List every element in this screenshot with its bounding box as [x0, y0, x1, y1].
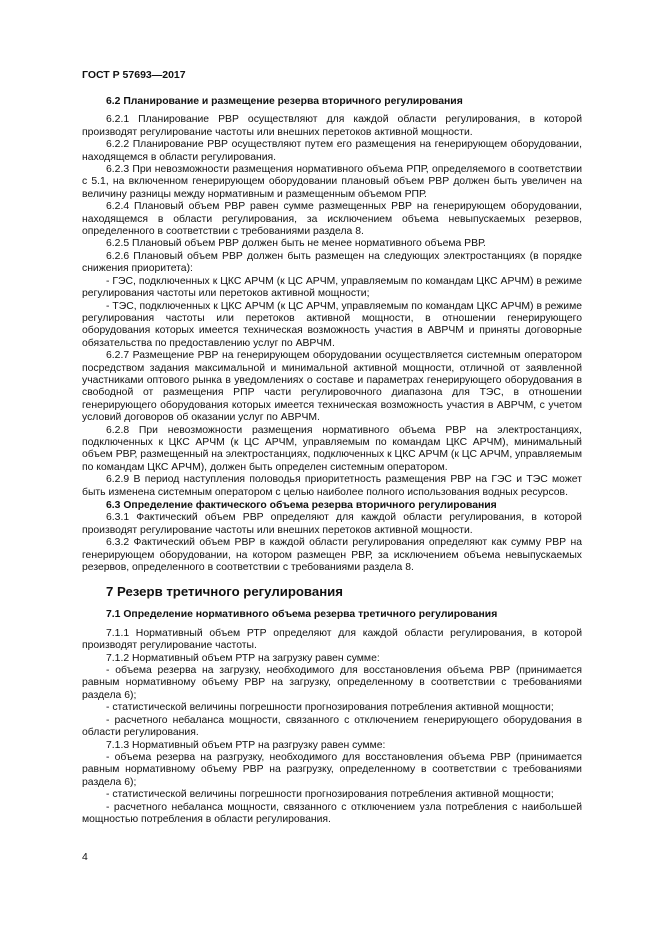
- section-heading-6-3: 6.3 Определение фактического объема резерва вторичного регулирования: [106, 500, 497, 511]
- paragraph-6-2-3: 6.2.3 При невозможности размещения нормативного объема РПР, определяемого в соответствии с 5.1, на включенном генерирующем оборудовании плановый объем РВР должен быть увеличен на величину разницы между нормативным и размещенным объемом РПР.: [82, 164, 582, 200]
- list-item: - статистической величины погрешности прогнозирования потребления активной мощности;: [106, 789, 554, 801]
- list-item: - объема резерва на разгрузку, необходимого для восстановления объема РВР (принимается равным нормативному объему РВР на разгрузку, определенному в соответствии с требованиями раздела 6);: [82, 751, 582, 788]
- paragraph-6-2-2: 6.2.2 Планирование РВР осуществляют путем его размещения на генерирующем оборудовании, находящемся в области регулирования.: [82, 139, 582, 163]
- list-item: - ГЭС, подключенных к ЦКС АРЧМ (к ЦС АРЧМ, управляемым по командам ЦКС АРЧМ) в режиме регулирования частоты или перетоков активной мощности;: [82, 275, 582, 300]
- paragraph-7-1-2: 7.1.2 Нормативный объем РТР на загрузку равен сумме:: [106, 652, 380, 664]
- paragraph-6-2-6: 6.2.6 Плановый объем РВР должен быть размещен на следующих электростанциях (в порядке снижения приоритета):: [82, 250, 582, 275]
- paragraph-6-3-2: 6.3.2 Фактический объем РВР в каждой области регулирования определяют как сумму РВР на генерирующем оборудовании, на котором размещен РВР, за исключением объема невыпускаемых резервов, определенного в соответствии с требованиями раздела 8.: [82, 537, 582, 574]
- paragraph-7-1-1: 7.1.1 Нормативный объем РТР определяют для каждой области регулирования, в которой производят регулирование частоты.: [82, 627, 582, 652]
- paragraph-6-2-9: 6.2.9 В период наступления половодья приоритетность размещения РВР на ГЭС и ТЭС может быть изменена системным оператором с целью наиболее полного использования водных ресурсов.: [82, 474, 582, 498]
- paragraph-6-2-7: 6.2.7 Размещение РВР на генерирующем оборудовании осуществляется системным оператором посредством задания максимальной и минимальной активной мощности, отличной от заявленной участниками оптового рынка в уведомлениях о составе и параметрах генерирующего оборудования в свободной от размещения РПР части регулировочного диапазона для ТЭС, в отношении генерирующего оборудования которых имеется техническая возможность участия в АВРЧМ, с учетом условий договоров об оказании услуг по АВРЧМ.: [82, 350, 582, 424]
- list-item: - расчетного небаланса мощности, связанного с отключением узла потребления с наибольшей мощностью потребления в области регулирования.: [82, 801, 582, 825]
- section-heading-6-2: 6.2 Планирование и размещение резерва вторичного регулирования: [106, 96, 463, 107]
- chapter-heading-7: 7 Резерв третичного регулирования: [106, 584, 343, 600]
- list-item: - ТЭС, подключенных к ЦКС АРЧМ (к ЦС АРЧМ, управляемым по командам ЦКС АРЧМ) в режиме регулирования частоты или перетоков активной мощности, в отношении генерирующего оборудования которых имеется техническая возможность участия в АВРЧМ и приняты договорные обязательства по предоставлению услуг по АВРЧМ.: [82, 300, 582, 349]
- page-number: 4: [82, 852, 88, 863]
- paragraph-6-2-5: 6.2.5 Плановый объем РВР должен быть не менее нормативного объема РВР.: [106, 238, 486, 250]
- paragraph-6-3-1: 6.3.1 Фактический объем РВР определяют для каждой области регулирования, в которой производят регулирование частоты или внешних перетоков активной мощности.: [82, 512, 582, 536]
- list-item: - расчетного небаланса мощности, связанного с отключением генерирующего оборудования в области регулирования.: [82, 714, 582, 739]
- document-header: ГОСТ Р 57693—2017: [82, 69, 186, 81]
- list-item: - статистической величины погрешности прогнозирования потребления активной мощности;: [106, 702, 554, 714]
- list-item: - объема резерва на загрузку, необходимого для восстановления объема РВР (принимается равным нормативному объему РВР на загрузку, определенному в соответствии с требованиями раздела 6);: [82, 665, 582, 701]
- paragraph-6-2-8: 6.2.8 При невозможности размещения нормативного объема РВР на электростанциях, подключенных к ЦКС АРЧМ (к ЦС АРЧМ, управляемым по командам ЦКС АРЧМ), минимальный объем РВР, размещенный на электростанциях, подключенных к ЦКС АРЧМ (к ЦС АРЧМ, управляемым по командам ЦКС АРЧМ), должен быть определен системным оператором.: [82, 424, 582, 473]
- section-heading-7-1: 7.1 Определение нормативного объема резерва третичного регулирования: [106, 609, 498, 621]
- document-body: [82, 95, 582, 826]
- paragraph-6-2-4: 6.2.4 Плановый объем РВР равен сумме размещенных РВР на генерирующем оборудовании, находящемся в области регулирования, за исключением объема невыпускаемых резервов, определенного в соответствии с требованиями раздела 8.: [82, 201, 582, 238]
- paragraph-7-1-3: 7.1.3 Нормативный объем РТР на разгрузку равен сумме:: [106, 739, 386, 751]
- paragraph-6-2-1: 6.2.1 Планирование РВР осуществляют для каждой области регулирования, в которой производят регулирование частоты или внешних перетоков активной мощности.: [82, 114, 582, 138]
